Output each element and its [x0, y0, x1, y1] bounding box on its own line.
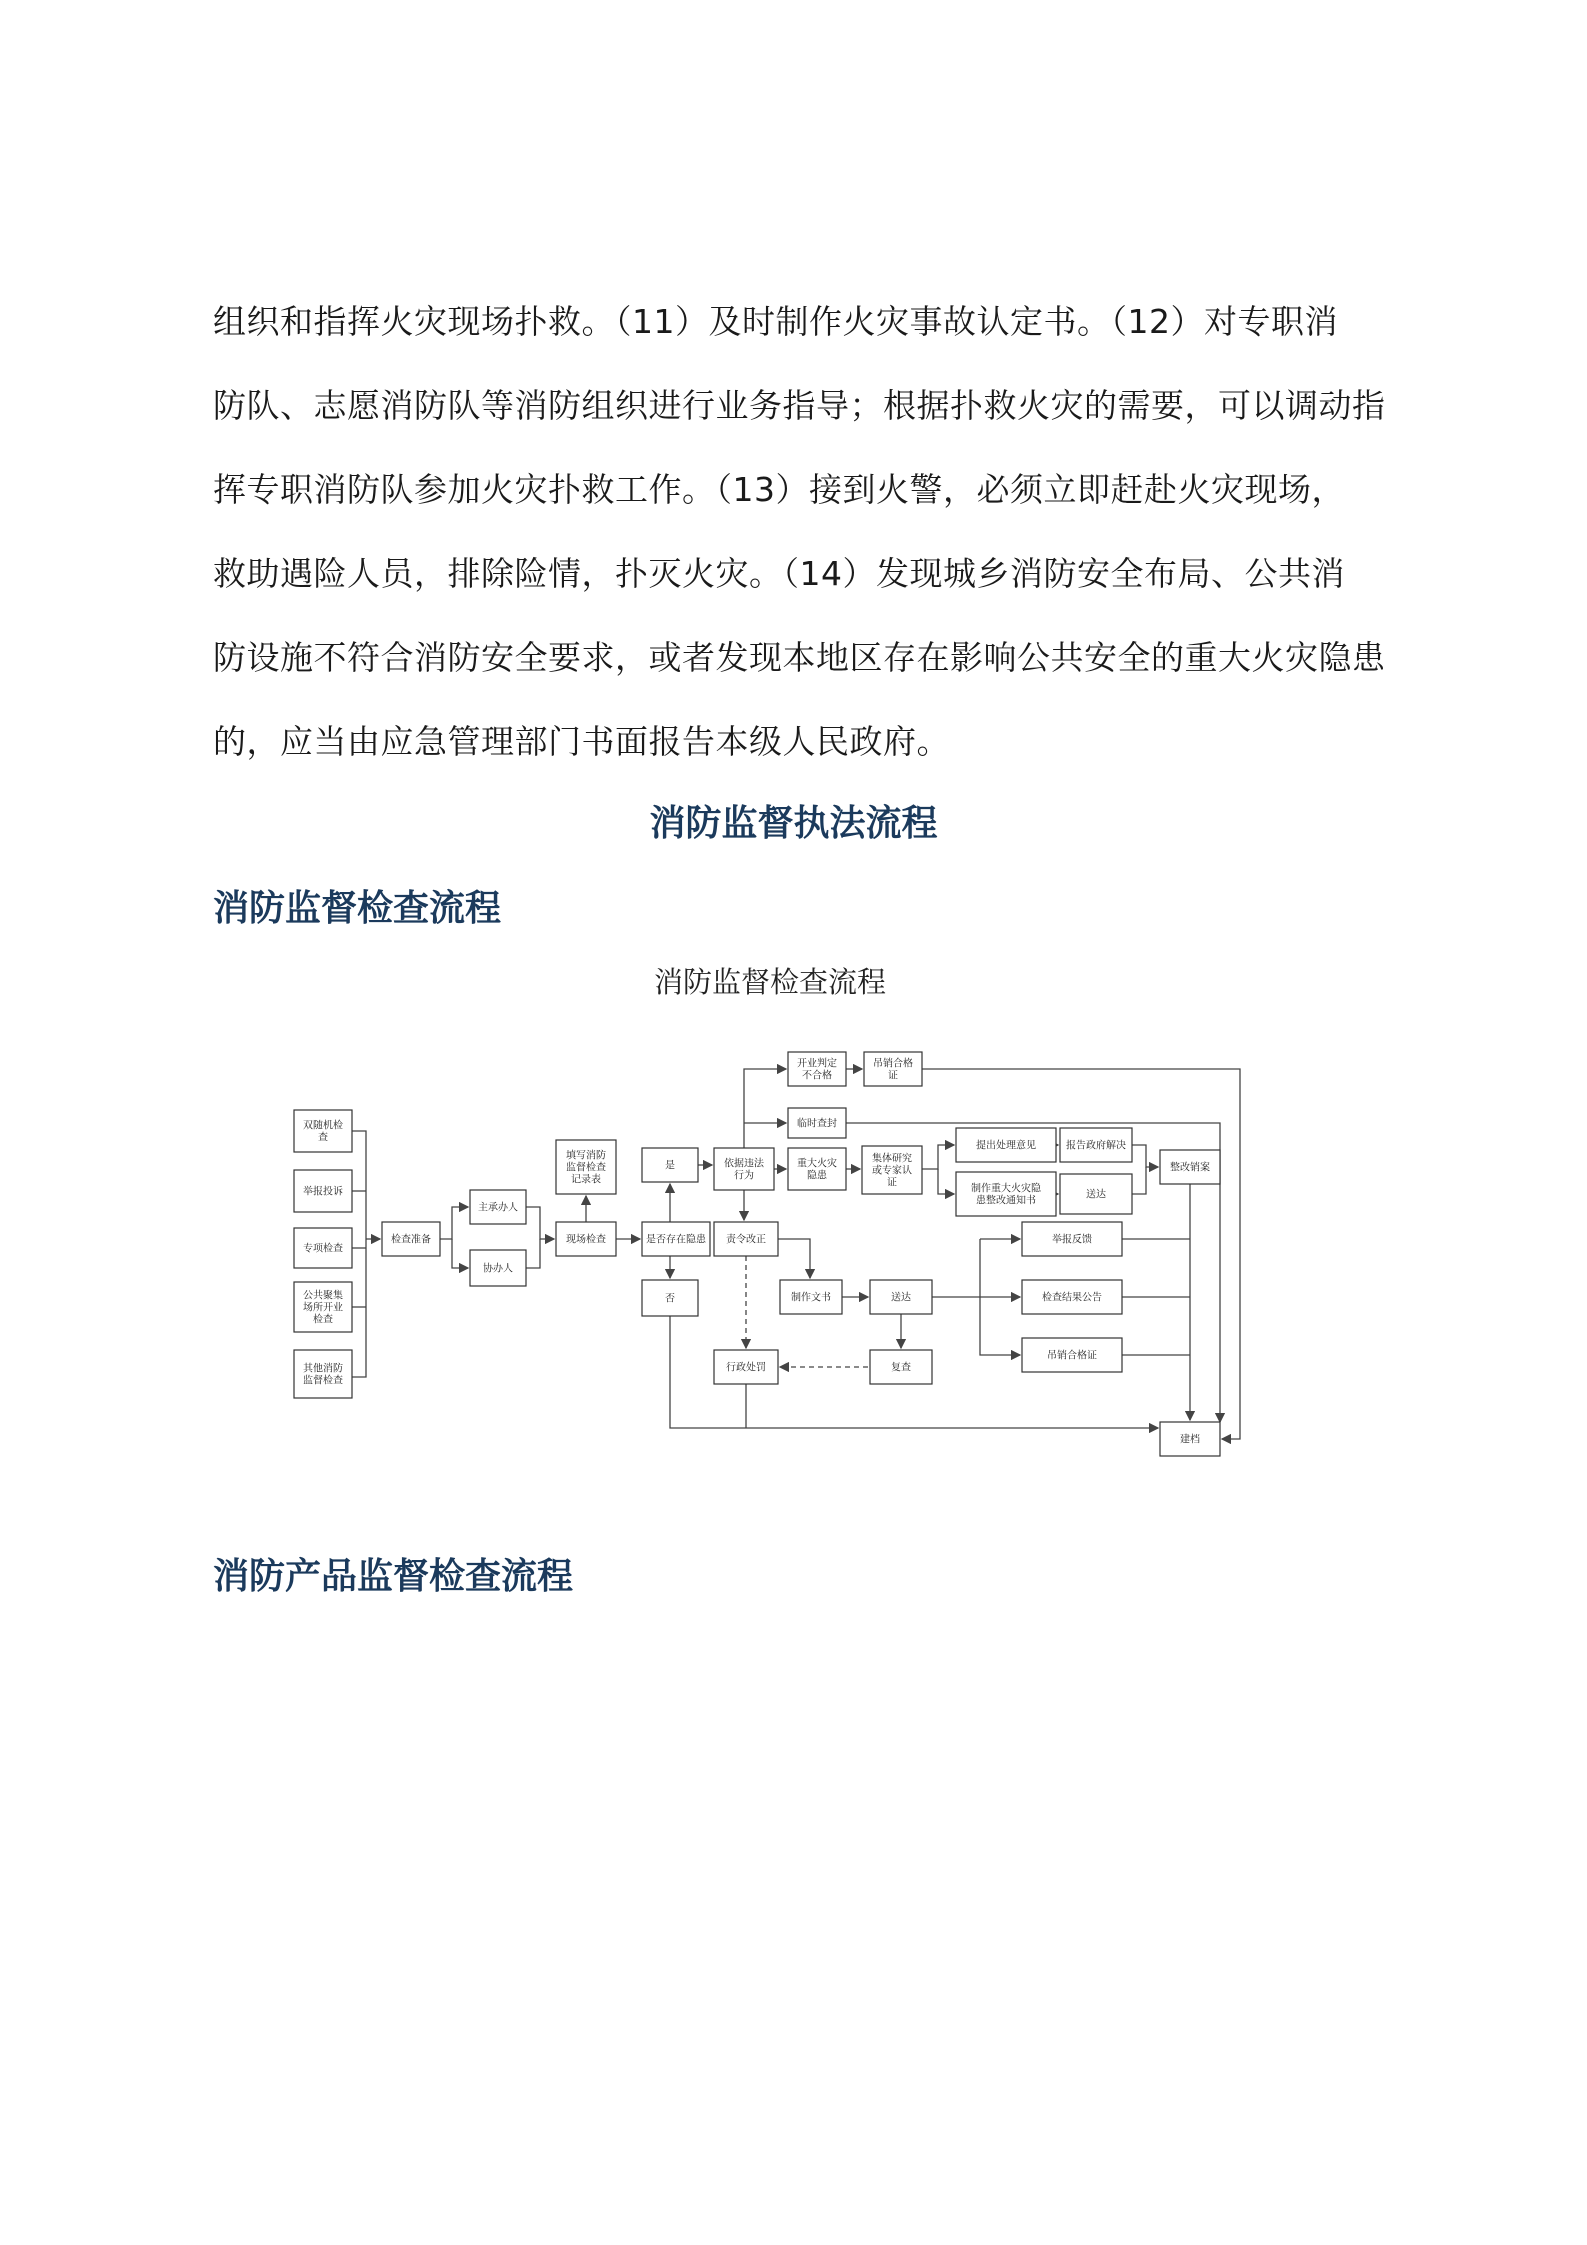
- main-heading: 消防监督执法流程: [649, 803, 938, 844]
- flow-node-label: 吊销合格: [873, 1058, 913, 1070]
- flow-node-label: 填写消防: [566, 1150, 606, 1162]
- flow-connector: [440, 1207, 468, 1239]
- flow-node-label: 场所开业: [303, 1302, 343, 1314]
- flow-node-xingzheng: [714, 1350, 778, 1384]
- flow-node-label: 举报反馈: [1052, 1234, 1092, 1246]
- flow-node-label: 依据违法: [724, 1158, 764, 1170]
- flow-node-label: 证: [888, 1070, 898, 1082]
- section-heading-product-inspection: 消防产品监督检查流程: [213, 1556, 574, 1597]
- flow-node-zhuanxiang: [294, 1228, 352, 1268]
- flowchart-diagram: [280, 960, 1260, 1510]
- flow-node-label: 集体研究: [872, 1153, 912, 1165]
- flow-node-jiti: [862, 1146, 922, 1194]
- flow-node-label: 检查: [313, 1314, 333, 1326]
- flow-node-label: 责令改正: [726, 1234, 766, 1246]
- flow-node-baogao: [1060, 1128, 1132, 1162]
- flow-node-label: 记录表: [571, 1174, 601, 1186]
- flow-node-zhizuo_wenshu: [780, 1280, 842, 1314]
- flow-node-fucha: [870, 1350, 932, 1384]
- flow-node-label: 检查结果公告: [1042, 1292, 1102, 1304]
- flow-node-shuangsuiji: [294, 1110, 352, 1152]
- flow-node-label: 行政处罚: [726, 1362, 766, 1374]
- flow-node-label: 其他消防: [303, 1363, 343, 1375]
- body-line: 的，应当由应急管理部门书面报告本级人民政府。: [213, 722, 950, 761]
- flow-connector: [452, 1239, 468, 1268]
- flow-node-zhongda: [788, 1148, 846, 1190]
- flow-node-label: 重大火灾: [797, 1158, 837, 1170]
- flow-node-label: 开业判定: [797, 1058, 837, 1070]
- flow-node-label: 否: [665, 1293, 675, 1305]
- flow-node-kaiye: [788, 1052, 846, 1086]
- flow-node-songda_top: [1060, 1174, 1132, 1214]
- flow-node-shifou: [642, 1222, 710, 1256]
- flow-node-label: 是否存在隐患: [646, 1234, 706, 1246]
- body-paragraph: [213, 280, 1393, 784]
- flow-node-label: 送达: [1086, 1189, 1106, 1201]
- flow-node-zeling: [714, 1222, 778, 1256]
- flow-node-diaoxiao_bottom: [1022, 1338, 1122, 1372]
- flow-node-songda_mid: [870, 1280, 932, 1314]
- flow-node-label: 主承办人: [478, 1202, 518, 1214]
- body-line: 挥专职消防队参加火灾扑救工作。（13）接到火警，必须立即赶赴火灾现场，: [213, 470, 1345, 509]
- flow-connector: [778, 1239, 810, 1278]
- flow-node-qita: [294, 1350, 352, 1398]
- flow-node-label: 公共聚集: [303, 1290, 343, 1302]
- flow-node-label: 制作文书: [791, 1292, 831, 1304]
- flow-node-xieban: [470, 1250, 526, 1286]
- flow-node-jiancha_gonggao: [1022, 1280, 1122, 1314]
- flow-connector: [744, 1069, 786, 1148]
- flow-node-label: 举报投诉: [303, 1186, 343, 1198]
- flowchart-title: 消防监督检查流程: [653, 965, 886, 999]
- flow-node-xianchang: [556, 1222, 616, 1256]
- flow-node-label: 报告政府解决: [1066, 1140, 1126, 1152]
- flow-node-label: 行为: [734, 1170, 754, 1182]
- flow-node-label: 复查: [891, 1362, 911, 1374]
- flow-node-label: 临时查封: [797, 1118, 837, 1130]
- body-line: 组织和指挥火灾现场扑救。（11）及时制作火灾事故认定书。（12）对专职消: [213, 302, 1338, 341]
- flow-node-label: 制作重大火灾隐: [971, 1183, 1041, 1195]
- flow-node-gongju: [294, 1282, 352, 1332]
- flow-node-jiancha_zhunbei: [382, 1222, 440, 1256]
- section-heading-supervision-inspection: 消防监督检查流程: [213, 888, 502, 929]
- flow-node-label: 证: [887, 1177, 897, 1189]
- body-line: 防队、志愿消防队等消防组织进行业务指导；根据扑救火灾的需要，可以调动指: [213, 386, 1386, 425]
- flow-node-diaoxiao_top: [864, 1052, 922, 1086]
- flow-node-fou: [642, 1280, 698, 1316]
- flow-node-label: 现场检查: [566, 1234, 606, 1246]
- flow-node-label: 监督检查: [303, 1375, 343, 1387]
- flow-node-label: 送达: [891, 1292, 911, 1304]
- flow-node-label: 吊销合格证: [1047, 1350, 1097, 1362]
- body-line: 救助遇险人员，排除险情，扑灭火灾。（14）发现城乡消防安全布局、公共消: [213, 554, 1345, 593]
- flow-connector: [1132, 1167, 1146, 1194]
- flow-node-tichu: [956, 1128, 1056, 1162]
- body-line: 防设施不符合消防安全要求，或者发现本地区存在影响公共安全的重大火灾隐患: [213, 638, 1386, 677]
- flow-node-label: 查: [318, 1132, 328, 1144]
- flow-node-label: 隐患: [807, 1170, 827, 1182]
- flow-node-label: 是: [665, 1160, 675, 1172]
- flow-node-label: 或专家认: [872, 1165, 912, 1177]
- flow-connector: [526, 1207, 554, 1239]
- flow-connector: [922, 1145, 954, 1169]
- flow-node-label: 患整改通知书: [976, 1195, 1036, 1207]
- flow-connector: [526, 1239, 540, 1268]
- flow-node-zhucheng: [470, 1190, 526, 1224]
- flowchart-figure: [280, 960, 1260, 1510]
- flow-node-label: 监督检查: [566, 1162, 606, 1174]
- flow-node-label: 双随机检: [303, 1120, 343, 1132]
- flow-node-label: 协办人: [483, 1263, 513, 1275]
- flow-node-label: 不合格: [802, 1070, 832, 1082]
- flow-node-jubao: [294, 1170, 352, 1212]
- flow-node-label: 建档: [1180, 1434, 1200, 1446]
- flow-node-linshi: [788, 1108, 846, 1138]
- flow-node-yifa: [714, 1148, 774, 1190]
- flow-node-label: 专项检查: [303, 1243, 343, 1255]
- flow-connector: [938, 1169, 954, 1194]
- flow-node-jiandang: [1160, 1422, 1220, 1456]
- flow-node-label: 整改销案: [1170, 1162, 1210, 1174]
- flow-node-shi: [642, 1148, 698, 1182]
- flow-node-zhizuo_zhongda: [956, 1172, 1056, 1216]
- flow-node-label: 检查准备: [391, 1234, 431, 1246]
- flow-node-jubao_fankui: [1022, 1222, 1122, 1256]
- flow-node-zhenggai: [1160, 1150, 1220, 1184]
- flow-connector: [352, 1131, 366, 1377]
- flow-node-label: 提出处理意见: [976, 1140, 1036, 1152]
- flow-node-tianxie: [556, 1140, 616, 1194]
- flow-connector: [1132, 1145, 1158, 1167]
